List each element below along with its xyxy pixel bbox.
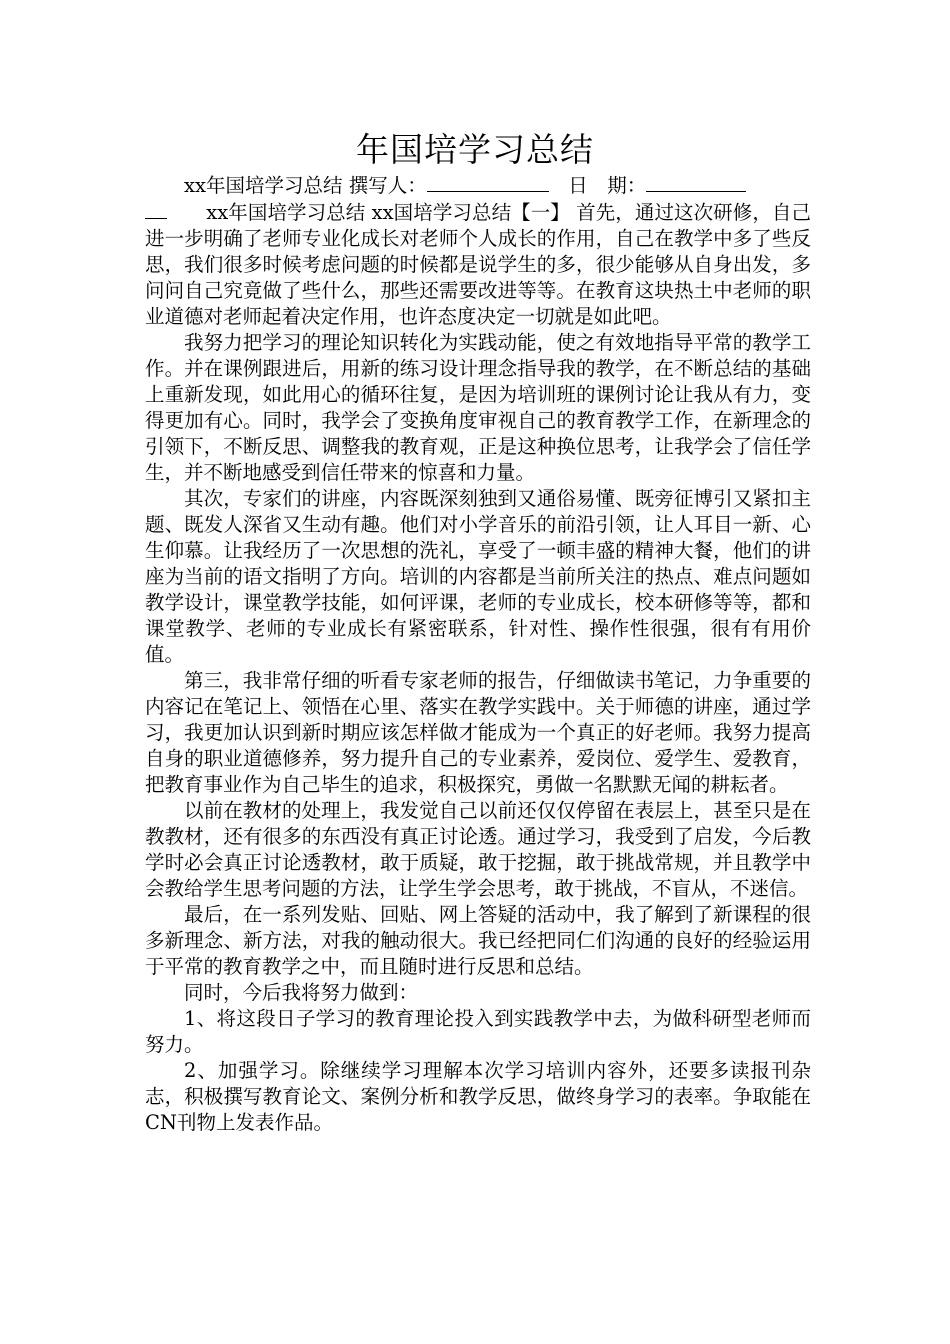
document-title: 年国培学习总结 xyxy=(356,130,594,169)
date-blank xyxy=(646,172,746,192)
meta-line xyxy=(145,172,811,199)
body-paragraph-3: 第三，我非常仔细的听看专家老师的报告，仔细做读书笔记，力争重要的内容记在笔记上、领悟在心里、落实在教学实践中。关于师德的讲座，通过学习，我更加认识到新时期应该怎样做才能成为一个真正的好老师。我努力提高自身的职业道德修养，努力提升自己的专业素养，爱岗位、爱学生、爱教育，把教育事业作为自己毕生的追求，积极探究，勇做一名默默无闻的耕耘者。 xyxy=(145,669,811,796)
author-label: 撰写人： xyxy=(348,174,427,197)
body-paragraph-2: 其次，专家们的讲座，内容既深刻独到又通俗易懂、既旁征博引又紧扣主题、既发人深省又生动有趣。他们对小学音乐的前沿引领，让人耳目一新、心生仰慕。让我经历了一次思想的洗礼，享受了一顿丰盛的精神大餐，他们的讲座为当前的语文指明了方向。培训的内容都是当前所关注的热点、难点问题如教学设计，课堂教学技能，如何评课，老师的专业成长，校本研修等等，都和课堂教学、老师的专业成长有紧密联系，针对性、操作性很强，很有有用价值。 xyxy=(145,487,811,666)
document-body xyxy=(145,172,811,1136)
date-label: 日 期： xyxy=(568,174,647,197)
meta-heading: xx年国培学习总结 xyxy=(184,174,343,197)
body-paragraph-1: 我努力把学习的理论知识转化为实践动能，使之有效地指导平常的教学工作。并在课例跟进后，用新的练习设计理念指导我的教学，在不断总结的基础上重新发现，如此用心的循环往复，是因为培训班的课例讨论让我从有力，变得更加有心。同时，我学会了变换角度审视自己的教育教学工作，在新理念的引领下，不断反思、调整我的教育观，正是这种换位思考，让我学会了信任学生，并不断地感受到信任带来的惊喜和力量。 xyxy=(145,331,811,484)
body-paragraph-5: 最后，在一系列发贴、回贴、网上答疑的活动中，我了解到了新课程的很多新理念、新方法，对我的触动很大。我已经把同仁们沟通的良好的经验运用于平常的教育教学之中，而且随时进行反思和总结。 xyxy=(145,903,811,978)
intro-paragraph xyxy=(145,199,811,330)
body-paragraph-4: 以前在教材的处理上，我发觉自己以前还仅仅停留在表层上，甚至只是在教教材，还有很多的东西没有真正讨论透。通过学习，我受到了启发，今后教学时必会真正讨论透教材，敢于质疑，敢于挖掘，敢于挑战常规，并且教学中会教给学生思考问题的方法，让学生学会思考，敢于挑战，不盲从，不迷信。 xyxy=(145,799,811,900)
date-blank-continued xyxy=(145,199,167,219)
intro-text: xx年国培学习总结 xx国培学习总结【一】 首先，通过这次研修，自己进一步明确了老师专业化成长对老师个人成长的作用，自己在教学中多了些反思，我们很多时候考虑问题的时候都是说学生的多，很少能够从自身出发，多问问自己究竟做了些什么，那些还需要改进等等。在教育这块热土中老师的职业道德对老师起着决定作用，也许态度决定一切就是如此吧。 xyxy=(145,201,811,328)
author-blank xyxy=(427,172,549,192)
body-paragraph-8: 2、加强学习。除继续学习理解本次学习培训内容外，还要多读报刊杂志，积极撰写教育论文、案例分析和教学反思，做终身学习的表率。争取能在CN刊物上发表作品。 xyxy=(145,1059,811,1134)
body-paragraph-6: 同时，今后我将努力做到： xyxy=(184,981,419,1004)
body-paragraph-7: 1、将这段日子学习的教育理论投入到实践教学中去，为做科研型老师而努力。 xyxy=(145,1007,811,1056)
